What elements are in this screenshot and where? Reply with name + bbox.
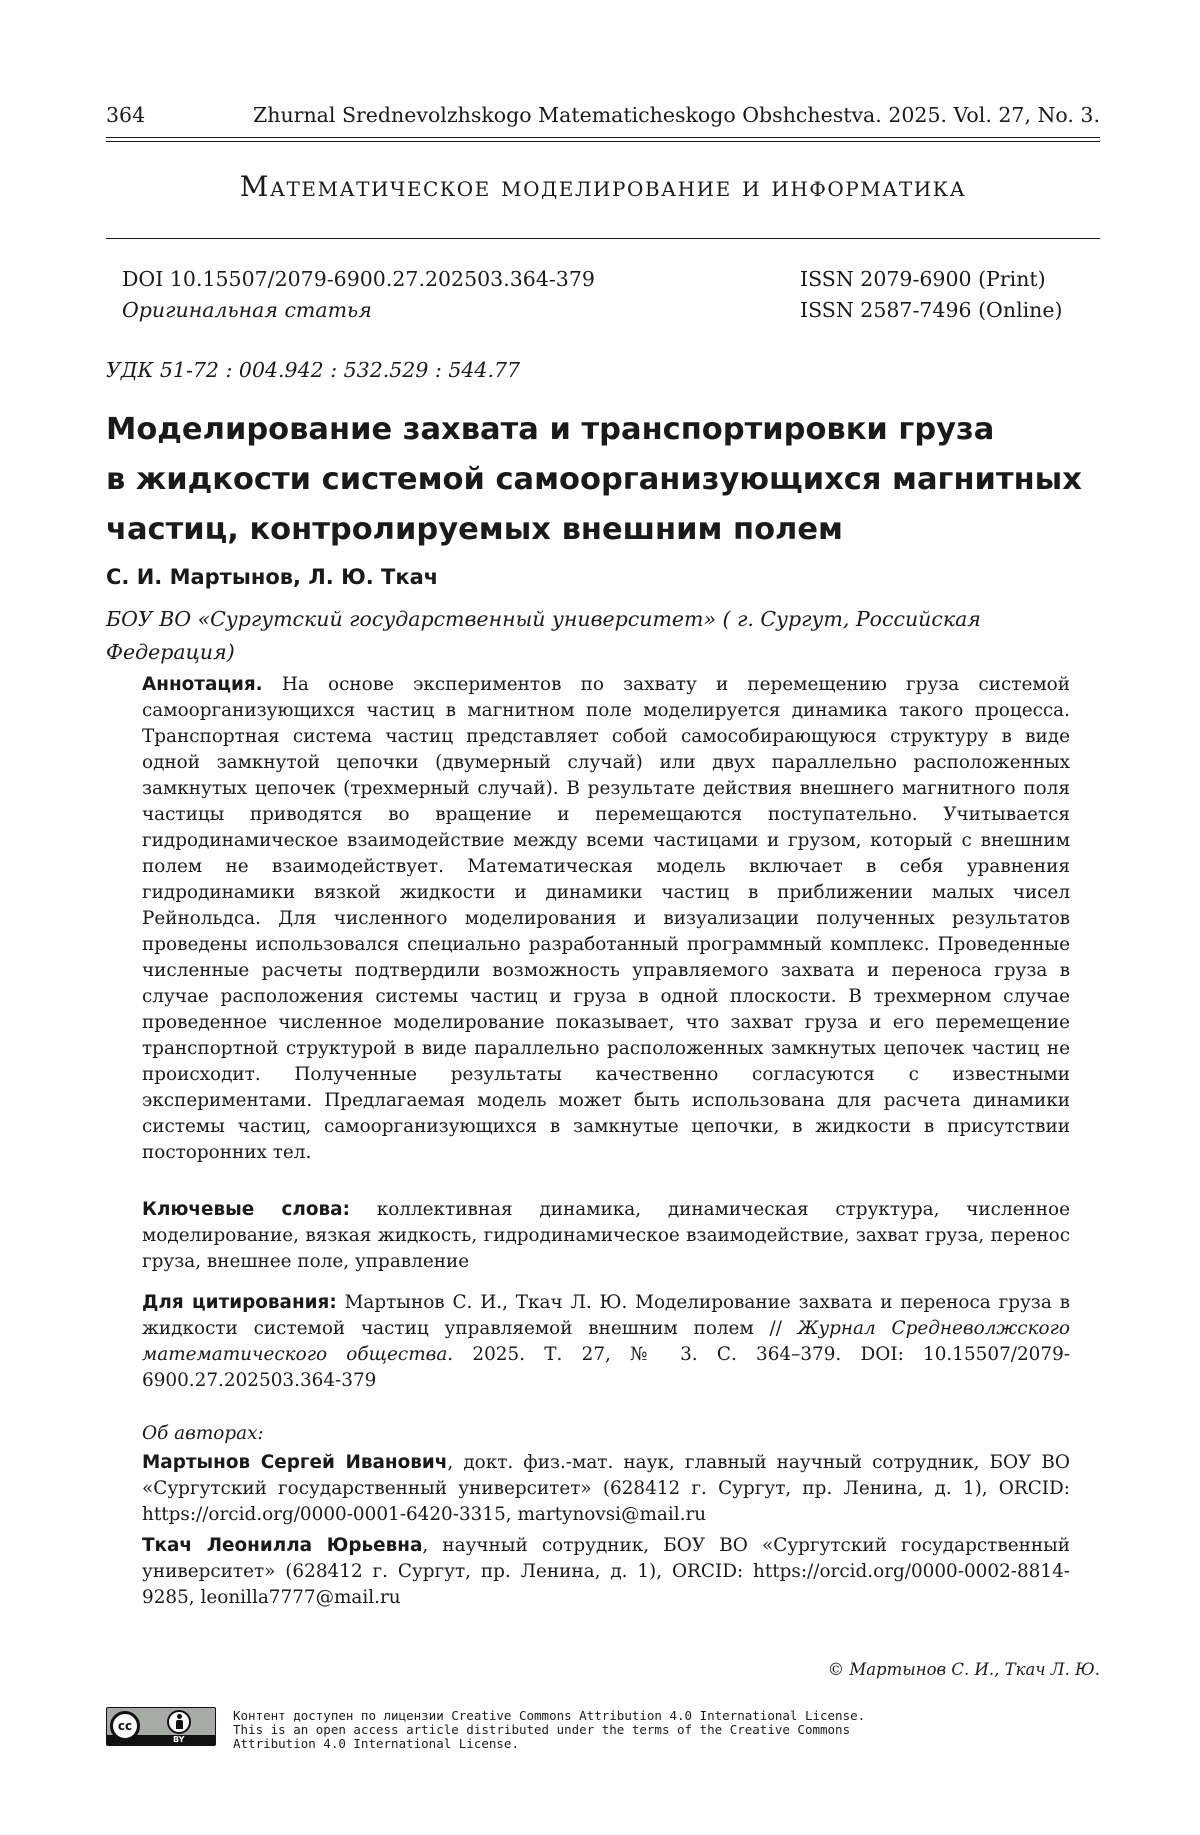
keywords [142,1197,1070,1275]
abstract-label: Аннотация. [142,674,263,695]
author1-name: Мартынов Сергей Иванович [142,1452,448,1473]
authors: С. И. Мартынов, Л. Ю. Ткач [106,565,439,589]
author2-name: Ткач Леонилла Юрьевна [142,1535,423,1556]
citation-label: Для цитирования: [142,1292,337,1313]
author-bio-1 [142,1450,1070,1528]
header-double-rule [106,137,1100,142]
citation-text: Мартынов С. И., Ткач Л. Ю. Моделирование захвата и переноса груза в жидкости системой частиц управляемой внешним полем // [142,1292,1070,1339]
article-title [106,405,1100,555]
license-text [233,1709,953,1751]
issn-print: ISSN 2079-6900 (Print) [800,267,1046,291]
person-body [176,1720,183,1729]
attribution-person-icon [167,1710,191,1734]
abstract-text: На основе экспериментов по захвату и перемещению груза системой самоорганизующихся частиц в магнитном поле моделируется динамика такого процесса. Транспортная система частиц представляет собой самособирающуюся структуру в виде одной замкнутой цепочки (двумерный случай) или двух параллельно расположенных замкнутых цепочек (трехмерный случай). В результате действия внешнего магнитного поля частицы приводятся во вращение и перемещаются поступательно. Учитывается гидродинамическое взаимодействие между всеми частицами и грузом, который с внешним полем не взаимодействует. Математическая модель включает в себя уравнения гидродинамики вязкой жидкости и динамики частиц в приближении малых чисел Рейнольдса. Для численного моделирования и визуализации полученных результатов проведены использовался специально разработанный программный комплекс. Проведенные численные расчеты подтвердили возможность управляемого захвата и переноса груза в случае расположения системы частиц и груза в одной плоскости. В трехмерном случае проведенное численное моделирование показывает, что захват груза и его перемещение транспортной структурой в виде параллельно расположенных замкнутых цепочек частиц не происходит. Полученные результаты качественно согласуются с известными экспериментами. Предлагаемая модель может быть использована для расчета динамики системы частиц, самоорганизующихся в замкнутые цепочки, в жидкости в присутствии посторонних тел. [142,674,1070,1163]
title-line: частиц, контролируемых внешним полем [106,512,843,547]
person-head [177,1714,182,1719]
about-authors-heading: Об авторах: [142,1423,264,1444]
journal-name: Zhurnal Srednevolzhskogo Matematicheskogo Obshchestva. 2025. Vol. 27, No. 3. [253,103,1100,127]
author1-details: , докт. физ.-мат. наук, главный научный сотрудник, БОУ ВО «Сургутский государственный университет» (628412 г. Сургут, пр. Ленина, д. 1), ORCID: https://orcid.org/0000-0001-6420-3315, martynovsi@mail.ru [142,1452,1071,1525]
title-line: в жидкости системой самоорганизующихся магнитных [106,462,1082,497]
license-line: Attribution 4.0 International License. [233,1736,519,1751]
cc-by-license-badge[interactable] [106,1707,216,1746]
issn-online: ISSN 2587-7496 (Online) [800,298,1063,322]
section-rule [106,238,1100,239]
article-type: Оригинальная статья [122,298,372,322]
license-line: This is an open access article distributed under the terms of the Creative Commons [233,1722,851,1737]
affiliation: БОУ ВО «Сургутский государственный университет» ( г. Сургут, Российская Федерация) [106,607,981,664]
citation-journal: Журнал Средневолжского математического общества. [142,1318,1070,1365]
udk: УДК 51-72 : 004.942 : 532.529 : 544.77 [106,358,521,382]
abstract [142,672,1070,1166]
copyright: © Мартынов С. И., Ткач Л. Ю. [827,1660,1100,1679]
page-number: 364 [106,103,146,127]
author-bio-2 [142,1533,1070,1611]
section-title: Математическое моделирование и информатика [239,170,967,203]
cc-icon: cc [110,1711,140,1741]
keywords-text: коллективная динамика, динамическая структура, численное моделирование, вязкая жидкость, гидродинамическое взаимодействие, захват груза, перенос груза, внешнее поле, управление [142,1199,1070,1272]
by-label: BY [173,1735,185,1744]
citation-details: 2025. Т. 27, № 3. С. 364–379. DOI: 10.15507/2079-6900.27.202503.364-379 [142,1344,1070,1391]
license-line: Контент доступен по лицензии Creative Commons Attribution 4.0 International License. [233,1708,866,1723]
meta-left [122,264,595,326]
keywords-label: Ключевые слова: [142,1199,350,1220]
meta-right [800,264,1063,326]
doi: DOI 10.15507/2079-6900.27.202503.364-379 [122,267,595,291]
author2-details: , научный сотрудник, БОУ ВО «Сургутский государственный университет» (628412 г. Сургут, пр. Ленина, д. 1), ORCID: https://orcid.org/0000-0002-8814-9285, leonilla7777@mail.ru [142,1535,1070,1608]
citation [142,1290,1070,1394]
title-line: Моделирование захвата и транспортировки груза [106,412,995,447]
running-head [106,103,1100,127]
